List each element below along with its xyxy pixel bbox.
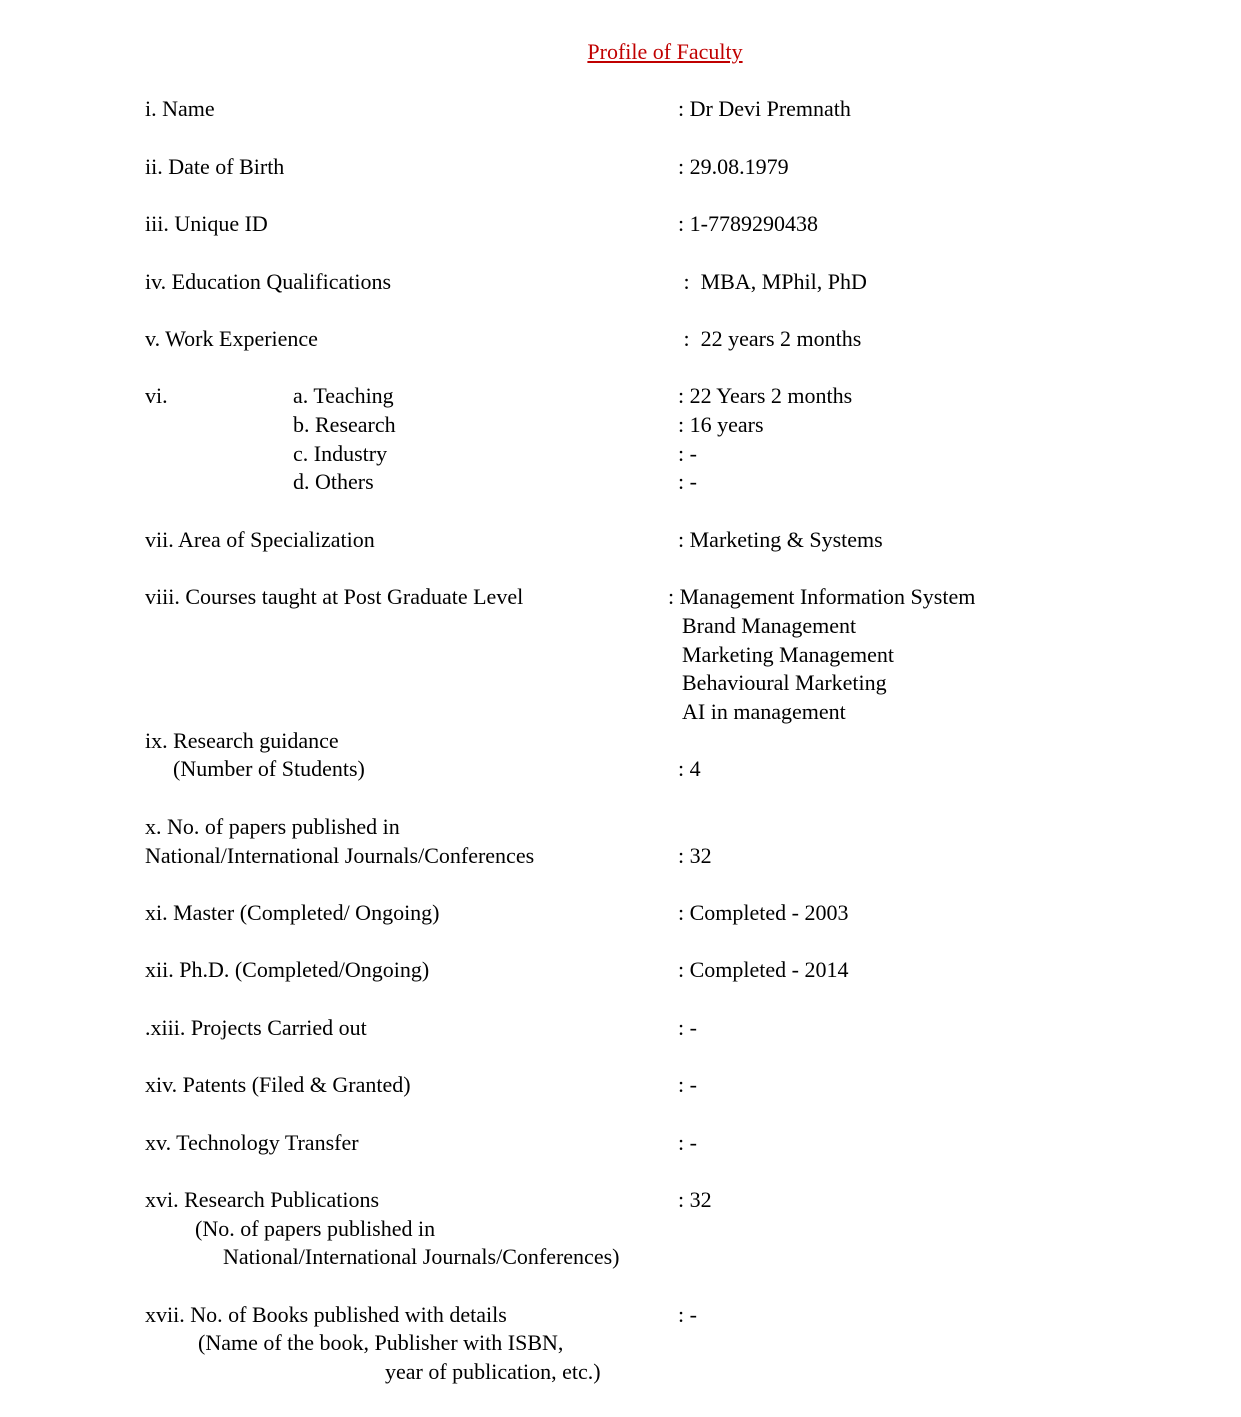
field-label-papers-published: x. No. of papers published in: [145, 813, 400, 839]
row-papers-published: [145, 813, 1185, 870]
books-published-line-2: [145, 1329, 1185, 1358]
field-label-research-publications: xvi. Research Publications: [145, 1186, 380, 1212]
field-value-work-experience: : 22 years 2 months: [678, 325, 862, 351]
field-sublabel-books-note-1: (Name of the book, Publisher with ISBN,: [198, 1330, 564, 1356]
field-value-patents: : -: [678, 1072, 697, 1098]
field-sublabel-books-note-2: year of publication, etc.): [385, 1359, 601, 1385]
field-value-education-qualifications: : MBA, MPhil, PhD: [678, 268, 867, 294]
sub-label-industry: c. Industry: [293, 440, 388, 466]
row-education-qualifications: [145, 268, 1185, 297]
field-value-specialization: : Marketing & Systems: [678, 526, 883, 552]
field-value-books-published: : -: [678, 1301, 697, 1327]
page-title: Profile of Faculty: [587, 39, 743, 64]
row-phd: [145, 956, 1185, 985]
field-label-patents: xiv. Patents (Filed & Granted): [145, 1072, 411, 1098]
papers-published-line-1: [145, 813, 1185, 842]
field-value-research-guidance: : 4: [678, 756, 701, 782]
field-value-unique-id: : 1-7789290438: [678, 211, 818, 237]
courses-line-4: [145, 669, 1185, 698]
research-publications-line-1: [145, 1186, 1185, 1215]
field-label-master: xi. Master (Completed/ Ongoing): [145, 899, 440, 925]
field-label-name: i. Name: [145, 96, 215, 122]
row-courses-taught: [145, 583, 1185, 727]
field-value-master: : Completed - 2003: [678, 899, 849, 925]
field-sublabel-number-of-students: (Number of Students): [173, 756, 365, 782]
experience-teaching-line: [145, 382, 1185, 411]
papers-published-line-2: [145, 842, 1185, 871]
row-research-guidance: [145, 727, 1185, 784]
field-label-phd: xii. Ph.D. (Completed/Ongoing): [145, 957, 430, 983]
row-books-published: [145, 1301, 1185, 1387]
roman-numeral-vi: vi.: [145, 383, 168, 409]
field-label-experience: [145, 382, 678, 411]
field-label-books-published: xvii. No. of Books published with details: [145, 1301, 507, 1327]
field-value-others: : -: [678, 469, 697, 495]
sub-label-others: d. Others: [293, 469, 374, 495]
field-label-projects: .xiii. Projects Carried out: [145, 1014, 367, 1040]
courses-line-2: [145, 612, 1185, 641]
courses-line-5: [145, 698, 1185, 727]
experience-research-line: [145, 411, 1185, 440]
field-value-teaching: : 22 Years 2 months: [678, 383, 853, 409]
field-value-projects: : -: [678, 1014, 697, 1040]
field-label-technology-transfer: xv. Technology Transfer: [145, 1129, 359, 1155]
courses-line-3: [145, 641, 1185, 670]
row-name: [145, 95, 1185, 124]
courses-line-1: [145, 583, 1185, 612]
field-value-technology-transfer: : -: [678, 1129, 697, 1155]
field-label-unique-id: iii. Unique ID: [145, 211, 268, 237]
sub-label-research: b. Research: [293, 412, 396, 438]
sub-label-teaching: a. Teaching: [293, 383, 394, 409]
row-patents: [145, 1071, 1185, 1100]
field-label-date-of-birth: ii. Date of Birth: [145, 153, 285, 179]
field-value-date-of-birth: : 29.08.1979: [678, 153, 789, 179]
field-label-specialization: vii. Area of Specialization: [145, 526, 375, 552]
course-value-1: : Management Information System: [668, 584, 976, 610]
research-publications-line-2: [145, 1215, 1185, 1244]
research-guidance-line-1: [145, 727, 1185, 756]
course-value-4: Behavioural Marketing: [682, 670, 887, 696]
books-published-line-3: [145, 1358, 1185, 1387]
field-label-courses-taught: viii. Courses taught at Post Graduate Level: [145, 584, 524, 610]
field-sublabel-papers-note-1: (No. of papers published in: [195, 1215, 436, 1241]
field-value-research: : 16 years: [678, 412, 764, 438]
field-label-research: [145, 411, 678, 440]
experience-others-line: [145, 468, 1185, 497]
row-work-experience: [145, 325, 1185, 354]
field-sublabel-journals-conferences: National/International Journals/Conferences: [145, 842, 535, 868]
row-technology-transfer: [145, 1129, 1185, 1158]
field-value-papers-published: : 32: [678, 842, 712, 868]
field-label-work-experience: v. Work Experience: [145, 325, 318, 351]
row-unique-id: [145, 210, 1185, 239]
row-projects: [145, 1014, 1185, 1043]
row-master: [145, 899, 1185, 928]
row-specialization: [145, 526, 1185, 555]
field-label-industry: [145, 440, 678, 469]
research-guidance-line-2: [145, 755, 1185, 784]
row-experience-breakdown: [145, 382, 1185, 497]
experience-industry-line: [145, 440, 1185, 469]
field-value-industry: : -: [678, 440, 697, 466]
row-date-of-birth: [145, 153, 1185, 182]
row-research-publications: [145, 1186, 1185, 1272]
research-publications-line-3: [145, 1243, 1185, 1272]
field-label-others: [145, 468, 678, 497]
faculty-profile-document: [145, 0, 1185, 1387]
course-value-3: Marketing Management: [682, 641, 894, 667]
course-value-5: AI in management: [682, 699, 846, 725]
course-value-2: Brand Management: [682, 612, 857, 638]
field-value-phd: : Completed - 2014: [678, 957, 849, 983]
field-value-research-publications: : 32: [678, 1186, 712, 1212]
field-label-research-guidance: ix. Research guidance: [145, 727, 339, 753]
field-value-name: : Dr Devi Premnath: [678, 96, 851, 122]
books-published-line-1: [145, 1301, 1185, 1330]
field-sublabel-papers-note-2: National/International Journals/Conferences): [223, 1244, 620, 1270]
field-label-education-qualifications: iv. Education Qualifications: [145, 268, 392, 294]
